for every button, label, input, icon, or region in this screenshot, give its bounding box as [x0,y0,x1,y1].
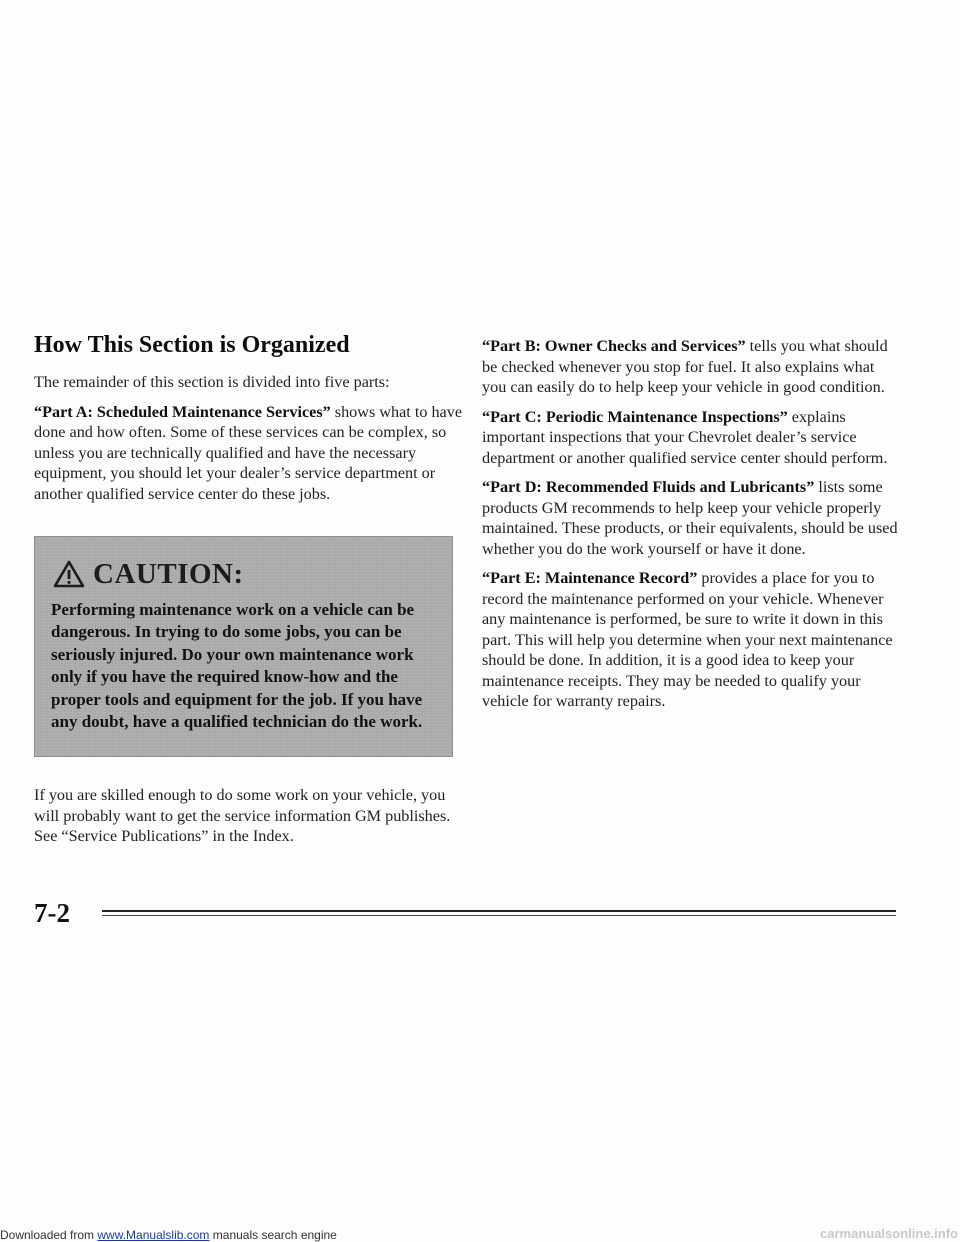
part-e-label: “Part E: Maintenance Record” [482,569,698,587]
part-b-paragraph [482,336,902,398]
watermark-text: carmanualsonline.info [820,1226,958,1241]
part-b-text: tells you what should be checked whenever you stop for fuel. It also explains what you can easily do to help keep your vehicle in good condition. [482,337,888,396]
footer-rule [102,910,896,912]
manualslib-link[interactable]: www.Manualslib.com [97,1228,210,1242]
part-a-label: “Part A: Scheduled Maintenance Services” [34,402,331,421]
right-column [482,336,902,721]
left-column [34,330,462,513]
part-b-label: “Part B: Owner Checks and Services” [482,337,746,355]
banner-prefix: Downloaded from [0,1228,98,1242]
skilled-paragraph: If you are skilled enough to do some work on your vehicle, you will probably want to get the service information GM publishes. See “Service Publications” in the Index. [34,786,451,845]
page-footer [34,898,896,928]
part-d-label: “Part D: Recommended Fluids and Lubricants” [482,478,815,496]
part-e-text: provides a place for you to record the maintenance performed on your vehicle. Whenever any maintenance is performed, be sure to write it down in this part. This will help you determine when your next maintenance should be done. In addition, it is a good idea to keep your maintenance receipts. They may be needed to qualify your vehicle for warranty repairs. [482,569,893,710]
download-banner [0,1228,960,1242]
banner-suffix: manuals search engine [209,1228,337,1242]
page-number: 7-2 [34,898,70,928]
footer-rule-thin [102,915,896,916]
warning-triangle-icon [53,560,85,588]
part-c-label: “Part C: Periodic Maintenance Inspections” [482,407,788,426]
part-d-paragraph [482,477,902,559]
caution-title: CAUTION: [93,557,244,590]
intro-paragraph: The remainder of this section is divided into five parts: [34,373,390,391]
part-a-paragraph [34,402,462,505]
part-a-text: shows what to have done and how often. Some of these services can be complex, so unless you are technically qualified and have the necessary equipment, you should let your dealer’s service department or another qualified service center do these jobs. [34,402,463,503]
caution-box [34,536,453,757]
section-title: How This Section is Organized [34,332,350,358]
skilled-section [34,785,462,856]
part-e-paragraph [482,568,902,712]
part-c-text: explains important inspections that your Chevrolet dealer’s service department or another qualified service center should perform. [482,407,888,467]
part-c-paragraph [482,407,902,469]
part-d-text: lists some products GM recommends to help keep your vehicle properly maintained. These products, or their equivalents, should be used whether you do the work yourself or have it done. [482,478,898,558]
caution-text: Performing maintenance work on a vehicle can be dangerous. In trying to do some jobs, you can be seriously injured. Do your own maintenance work only if you have the required know-how and the proper tools and equipment for the job. If you have any doubt, have a qualified technician do the work. [51,600,423,732]
caution-header [53,555,244,593]
